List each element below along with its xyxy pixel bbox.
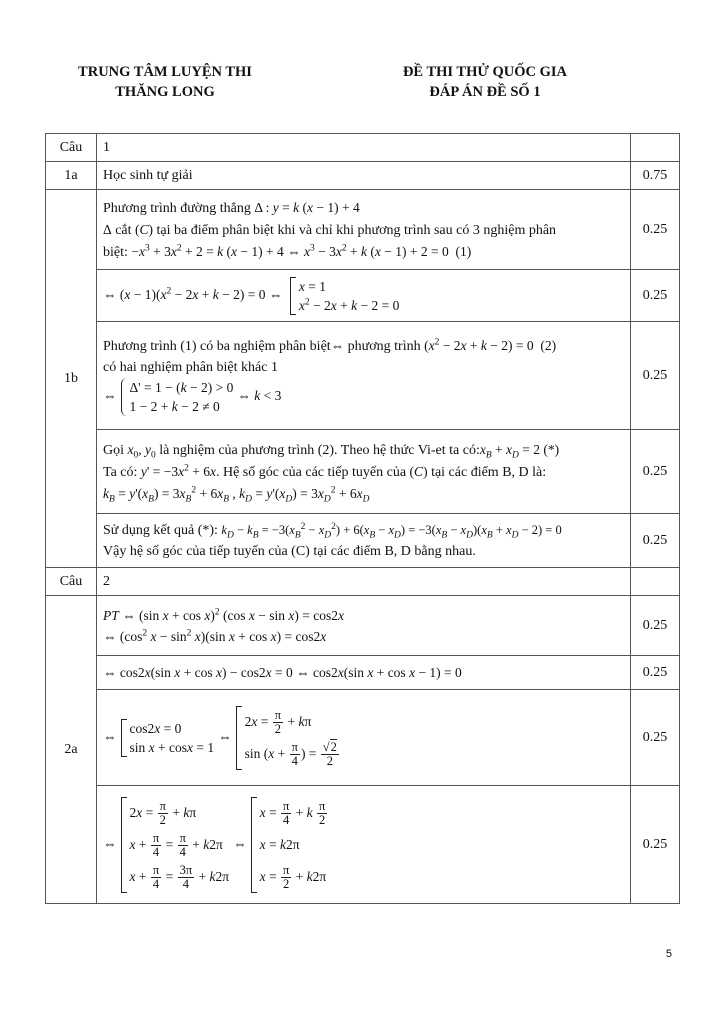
score-cell: 0.25 <box>631 430 680 514</box>
score-cell <box>631 134 680 162</box>
table-row <box>46 656 680 690</box>
answer-cell: PT ⇔ (sin x + cos x)$^2$ (cos x − sin x) = cos2x ⇔ ($\cos^2$ $x - \sin^2 x)(\sin$ x + cos x) = cos2x <box>97 596 631 656</box>
header-right <box>360 62 610 102</box>
answer-cell: Phương trình đường thẳng Δ : y = k (x − 1) + 4 Δ cắt (C) tại ba điểm phân biệt khi và chỉ khi phương trình sau có 3 nghiệm phân biệt: $-x^3 + 3x^2 + 2 = k$ (x − 1) + 4 ⇔ $x^3 - 3x^2 + k$ (x − 1) + 2 = 0 (1) <box>97 190 631 270</box>
score-cell: 0.25 <box>631 514 680 568</box>
table-row <box>46 786 680 904</box>
answer-text: Ta có: <box>103 465 141 480</box>
part-label: 2a <box>46 596 97 904</box>
score-cell: 0.25 <box>631 786 680 904</box>
answer-text: biệt: <box>103 244 132 260</box>
score-cell <box>631 568 680 596</box>
answer-table <box>45 133 680 904</box>
score-cell: 0.25 <box>631 690 680 786</box>
answer-text: . Hệ số góc của các tiếp tuyến của <box>215 465 410 480</box>
table-row <box>46 568 680 596</box>
center-location: THĂNG LONG <box>115 84 215 100</box>
page-number: 5 <box>665 948 672 960</box>
answer-text: phương trình <box>344 339 425 354</box>
answer-text: cắt <box>115 222 136 238</box>
part-label: 1b <box>46 190 97 568</box>
answer-key-title: ĐÁP ÁN ĐỀ SỐ 1 <box>429 84 541 100</box>
header-left <box>40 62 290 102</box>
answer-cell: ⇔ cos2x = 0 sin x + cosx = 1 ⇔ 2x = $\frac{\pi}{2}$ + kπ sin (x + $\frac{\pi}{4}$ ) = $\frac{√2}{2}$ <box>97 690 631 786</box>
answer-text: Phương trình đường thẳng <box>103 200 255 216</box>
answer-cell: ⇔ 2x = $\frac{\pi}{2}$ + kπ x + $\frac{\pi}{4}$ = $\frac{\pi}{4}$ + k2π x + $\frac{\pi}{4}$ = $\frac{3\pi}{4}$ + k2π ⇔ x = $\frac{\pi}{4}$ + k $\frac{\pi}{2}$ x = k2π x = $\frac{\pi}{2}$ + k2π <box>97 786 631 904</box>
answer-cell: ⇔ $(x - 1)(x^2 - 2x + k - 2) = 0$ ⇔ x = 1 $x^2 - 2x + k - 2 = 0$ <box>97 270 631 322</box>
table-row <box>46 514 680 568</box>
table-row <box>46 430 680 514</box>
answer-cell: Phương trình (1) có ba nghiệm phân biệt⇔ phương trình $(x^2 - 2x + k - 2) = 0$ (2) có hai nghiệm phân biệt khác 1 ⇔ Δ' = 1 − (k − 2) > 0 1 − 2 + k − 2 ≠ 0 ⇔ k < 3 <box>97 322 631 430</box>
answer-text: Sử dụng kết quả (*): <box>103 522 222 538</box>
score-cell: 0.25 <box>631 656 680 690</box>
score-cell: 0.75 <box>631 162 680 190</box>
answer-cell: ⇔ cos2x(sin x + cos x) − cos2x = 0 ⇔ cos2x(sin x + cos x − 1) = 0 <box>97 656 631 690</box>
answer-text: Học sinh tự giải <box>97 162 631 190</box>
score-cell: 0.25 <box>631 270 680 322</box>
table-row <box>46 690 680 786</box>
table-row <box>46 162 680 190</box>
answer-cell: Sử dụng kết quả (*): $k_D - k_B = -3(x_B^2 - x_D^2) + 6(x_B - x_D) = -3(x_B - x_D)(x_B + x_D - 2) = 0$ Vậy hệ số góc của tiếp tuyến của (C) tại các điểm B, D bằng nhau. <box>97 514 631 568</box>
table-row <box>46 134 680 162</box>
answer-text: có hai nghiệm phân biệt khác 1 <box>103 360 278 375</box>
table-row <box>46 596 680 656</box>
answer-text: Gọi <box>103 443 128 458</box>
score-cell: 0.25 <box>631 322 680 430</box>
answer-text: Vậy hệ số góc của tiếp tuyến của (C) tại các điểm B, D bằng nhau. <box>103 543 476 559</box>
answer-text: tại các điểm B, D là: <box>427 465 547 480</box>
answer-text: Phương trình (1) có ba nghiệm phân biệt <box>103 339 331 354</box>
table-row <box>46 190 680 270</box>
answer-text: tại ba điểm phân biệt khi và chỉ khi phương trình sau có 3 nghiệm phân <box>153 222 557 238</box>
center-name: TRUNG TÂM LUYỆN THI <box>78 64 252 80</box>
table-row <box>46 322 680 430</box>
question-number: 2 <box>97 568 631 596</box>
table-row <box>46 270 680 322</box>
answer-cell: Gọi $x_0$, $y_0$ là nghiệm của phương trình (2). Theo hệ thức Vi-et ta $có:x_B + x_D = 2$ (*) Ta có: $y' = -3x^2 + 6x$. Hệ số góc của các tiếp tuyến của (C) tại các điểm B, D là: $k_B = y'(x_B) = 3x_B^2 + 6x_B$ , $k_D = y'(x_D) = 3x_D^2 + 6x_D$ <box>97 430 631 514</box>
part-label: 1a <box>46 162 97 190</box>
score-cell: 0.25 <box>631 190 680 270</box>
exam-title: ĐỀ THI THỬ QUỐC GIA <box>402 64 568 80</box>
answer-text: là nghiệm của phương trình (2). Theo hệ thức Vi-et ta có: <box>155 443 480 458</box>
question-header-label: Câu <box>46 134 97 162</box>
score-cell: 0.25 <box>631 596 680 656</box>
question-header-label: Câu <box>46 568 97 596</box>
question-number: 1 <box>97 134 631 162</box>
